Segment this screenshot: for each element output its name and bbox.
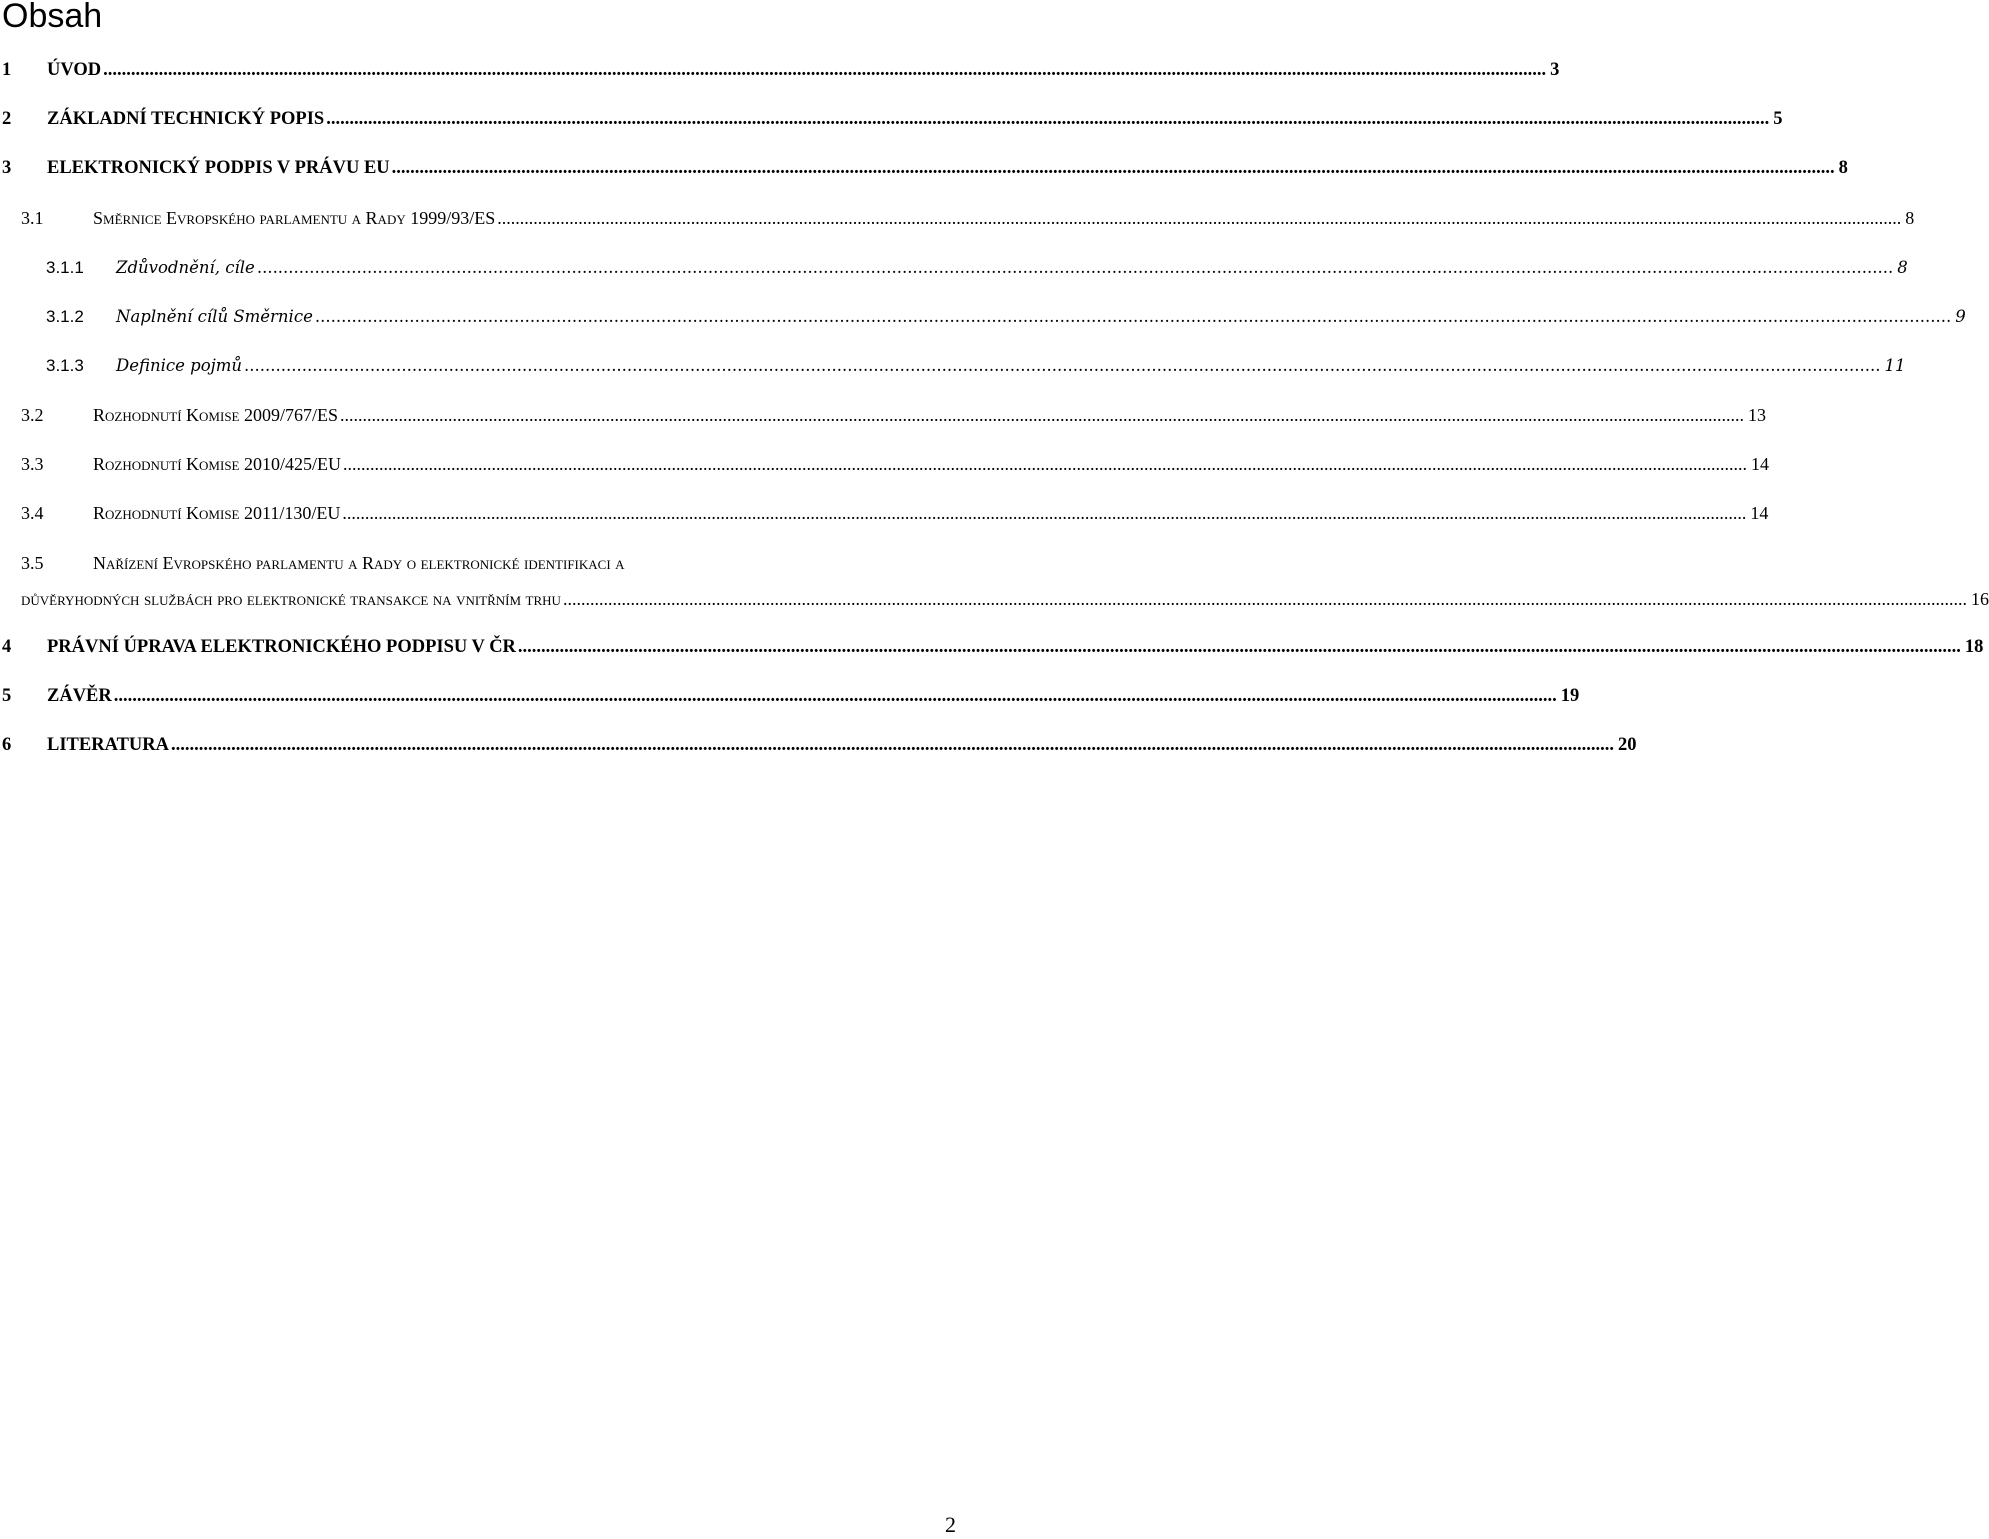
toc-entry-elektronicky-podpis-eu[interactable] — [0, 158, 1848, 179]
toc-title: ZÁKLADNÍ TECHNICKÝ POPIS — [47, 109, 325, 129]
toc-page: 3 — [1550, 60, 1560, 80]
toc-entry-zaver[interactable] — [0, 686, 1580, 707]
toc-title: Rozhodnutí Komise 2011/130/EU — [93, 503, 341, 523]
toc-leader-dots — [342, 503, 1746, 524]
toc-title: PRÁVNÍ ÚPRAVA ELEKTRONICKÉHO PODPISU V ČR — [47, 637, 516, 657]
toc-number: 3.1.1 — [46, 258, 84, 277]
toc-leader-dots — [497, 208, 1901, 229]
toc-number: 3.1 — [21, 208, 44, 228]
toc-page: 8 — [1838, 158, 1848, 178]
toc-page: 20 — [1617, 735, 1637, 755]
toc-title: ÚVOD — [47, 60, 102, 80]
toc-entry-naplneni-cilu[interactable] — [0, 307, 1966, 327]
toc-entry-narizeni-eidas-continued[interactable] — [21, 589, 1989, 610]
toc-page: 18 — [1964, 637, 1984, 657]
toc-number: 3.1.2 — [46, 307, 84, 326]
toc-number: 4 — [2, 637, 12, 657]
toc-entry-rozhodnuti-2011[interactable] — [0, 503, 1769, 524]
toc-title: ELEKTRONICKÝ PODPIS V PRÁVU EU — [47, 158, 390, 178]
toc-title: ZÁVĚR — [47, 686, 112, 706]
toc-number: 3.4 — [21, 503, 44, 523]
toc-number: 5 — [2, 686, 12, 706]
toc-title: Zdůvodnění, cíle — [116, 258, 255, 277]
toc-title: Směrnice Evropského parlamentu a Rady 1999/93/ES — [93, 208, 496, 228]
toc-entry-pravni-uprava-cr[interactable] — [0, 637, 1984, 658]
toc-leader-dots — [114, 686, 1557, 707]
toc-title: Rozhodnutí Komise 2010/425/EU — [93, 454, 341, 474]
toc-leader-dots — [257, 258, 1893, 277]
toc-entry-rozhodnuti-2009[interactable] — [0, 405, 1766, 426]
toc-page: 5 — [1773, 109, 1783, 129]
toc-entry-smernice-1999[interactable] — [0, 208, 1915, 229]
toc-leader-dots — [103, 60, 1546, 81]
toc-title: LITERATURA — [47, 735, 169, 755]
toc-number: 3 — [2, 158, 12, 178]
toc-number: 2 — [2, 109, 12, 129]
toc-leader-dots — [171, 735, 1614, 756]
toc-title: Naplnění cílů Směrnice — [116, 307, 313, 326]
toc-page: 16 — [1970, 589, 1989, 609]
toc-title: Rozhodnutí Komise 2009/767/ES — [93, 405, 338, 425]
toc-page: 9 — [1955, 307, 1966, 326]
toc-entry-zduvodneni-cile[interactable] — [0, 258, 1908, 278]
toc-leader-dots — [244, 356, 1880, 375]
toc-page: 11 — [1884, 356, 1906, 375]
toc-title: Definice pojmů — [116, 356, 243, 375]
toc-page: 8 — [1897, 258, 1908, 277]
toc-leader-dots — [518, 637, 1961, 658]
toc-entry-uvod[interactable] — [0, 60, 1560, 81]
toc-number: 3.1.3 — [46, 356, 84, 375]
toc-page: 14 — [1751, 454, 1769, 474]
toc-number: 1 — [2, 60, 12, 80]
toc-entry-narizeni-eidas[interactable] — [0, 553, 625, 574]
toc-leader-dots — [326, 109, 1769, 130]
toc-leader-dots — [315, 307, 1951, 326]
toc-entry-literatura[interactable] — [0, 735, 1637, 756]
toc-entry-rozhodnuti-2010[interactable] — [0, 454, 1769, 475]
toc-leader-dots — [343, 454, 1747, 475]
toc-number: 3.3 — [21, 454, 44, 474]
toc-number: 6 — [2, 735, 12, 755]
toc-entry-zakladni-technicky-popis[interactable] — [0, 109, 1783, 130]
toc-page: 14 — [1750, 503, 1769, 523]
toc-leader-dots — [340, 405, 1744, 426]
toc-entry-definice-pojmu[interactable] — [0, 356, 1906, 376]
toc-page: 19 — [1560, 686, 1580, 706]
toc-title-line1: Nařízení Evropského parlamentu a Rady o elektronické identifikaci a — [93, 553, 625, 573]
toc-page: 8 — [1905, 208, 1915, 228]
toc-leader-dots — [563, 589, 1967, 610]
toc-leader-dots — [392, 158, 1835, 179]
page-number: 2 — [945, 1512, 956, 1537]
page-title: Obsah — [2, 0, 103, 35]
toc-title-line2: důvěryhodných službách pro elektronické transakce na vnitřním trhu — [21, 589, 561, 609]
toc-number: 3.5 — [21, 553, 44, 573]
toc-page: 13 — [1748, 405, 1766, 425]
toc-number: 3.2 — [21, 405, 44, 425]
